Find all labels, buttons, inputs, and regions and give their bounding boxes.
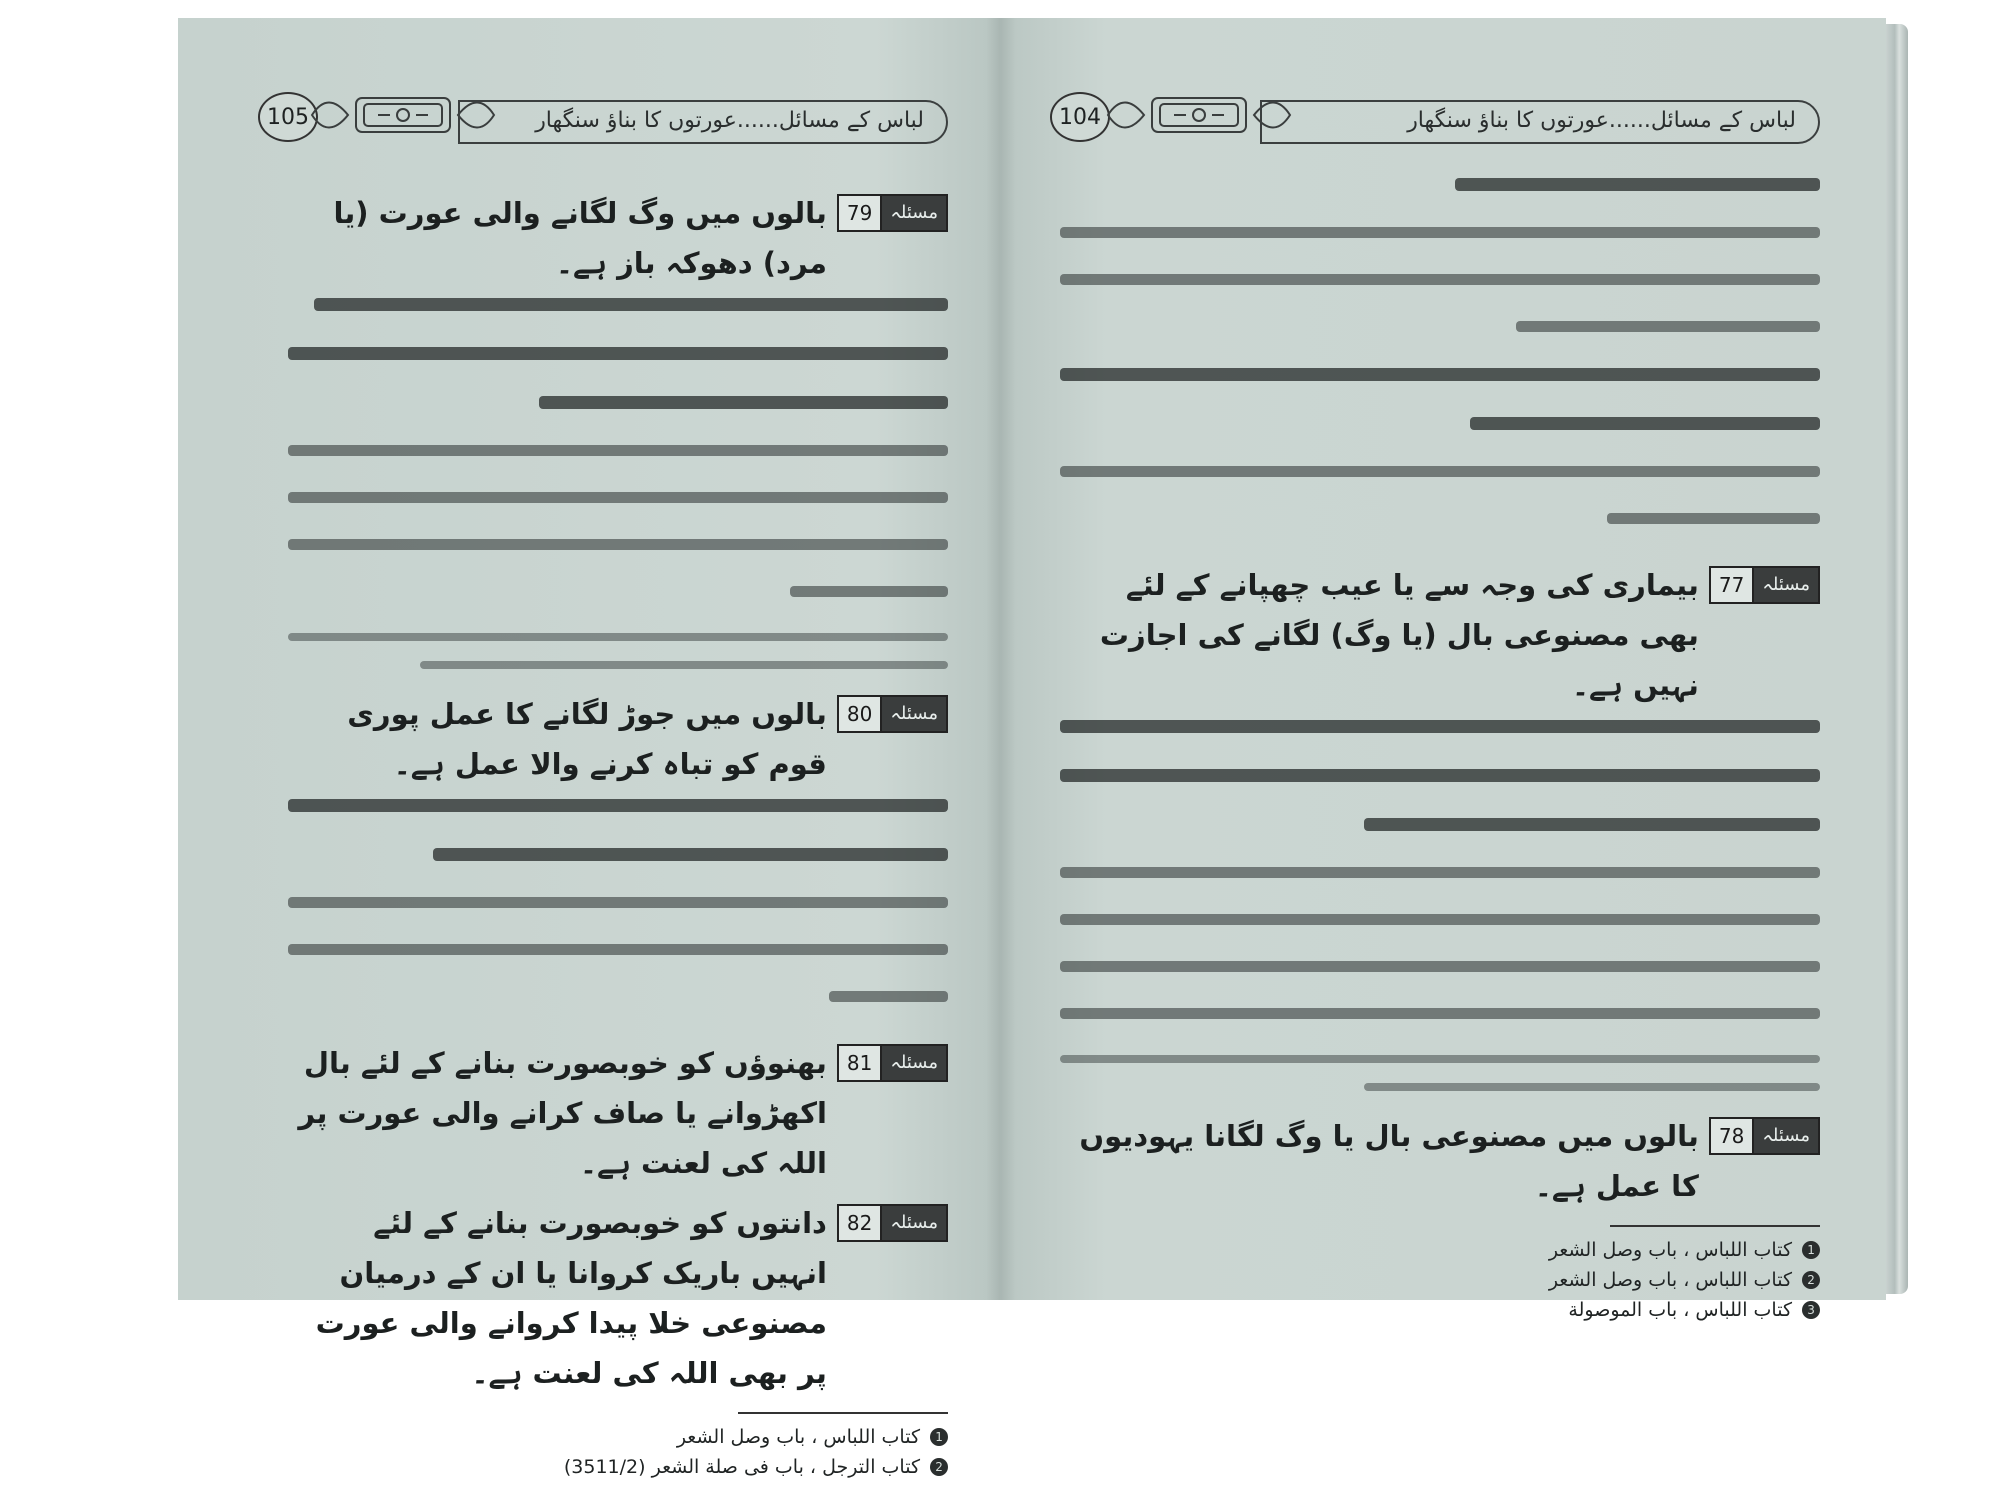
issue-title: دانتوں کو خوبصورت بنانے کے لئے انہیں باریک کروانا یا ان کے درمیان مصنوعی خلا پیدا کروانے والی عورت پر بھی اللہ کی لعنت ہے۔ — [315, 1206, 827, 1390]
issue-number: 77 — [1711, 568, 1754, 602]
header-title: لباس کے مسائل......عورتوں کا بناؤ سنگھار — [535, 108, 924, 133]
footnote-text: کتاب الترجل ، باب فی صلة الشعر (3511/2) — [563, 1456, 920, 1478]
issue-heading — [288, 1198, 948, 1398]
page-edges — [1886, 24, 1908, 1294]
page-number: 104 — [1050, 92, 1110, 142]
footnote-text: کتاب اللباس ، باب وصل الشعر — [1548, 1269, 1792, 1291]
footnote-text: کتاب اللباس ، باب وصل الشعر — [1548, 1239, 1792, 1261]
footnote — [1060, 1239, 1820, 1261]
issue-badge — [1709, 566, 1820, 604]
issue-title: بھنوؤں کو خوبصورت بنانے کے لئے بال اکھڑوانے یا صاف کرانے والی عورت پر اللہ کی لعنت ہے۔ — [298, 1046, 827, 1180]
issue-number: 79 — [839, 196, 882, 230]
footnote-text: کتاب اللباس ، باب وصل الشعر — [676, 1426, 920, 1448]
footnote-marker: 1 — [930, 1428, 948, 1446]
left-page — [178, 18, 1000, 1478]
right-page — [1000, 18, 1886, 1321]
issue-heading — [288, 689, 948, 789]
footnote-rule — [738, 1412, 948, 1414]
issue-badge — [1709, 1117, 1820, 1155]
page-body — [288, 178, 948, 1486]
issue-label: مسئلہ — [882, 1046, 946, 1080]
issue-heading — [1060, 1111, 1820, 1211]
issue-label: مسئلہ — [1754, 568, 1818, 602]
footnote-marker: 2 — [1802, 1271, 1820, 1289]
issue-number: 80 — [839, 697, 882, 731]
footnote-rule — [1610, 1225, 1820, 1227]
footnote-marker: 3 — [1802, 1301, 1820, 1319]
footnote — [1060, 1299, 1820, 1321]
issue-label: مسئلہ — [882, 1206, 946, 1240]
issue-title: بالوں میں وگ لگانے والی عورت (یا مرد) دھوکہ باز ہے۔ — [333, 196, 827, 280]
issue-heading — [288, 188, 948, 288]
issue-title: بالوں میں مصنوعی بال یا وگ لگانا یہودیوں کا عمل ہے۔ — [1079, 1119, 1699, 1203]
open-book — [178, 18, 1908, 1478]
issue-badge — [837, 1204, 948, 1242]
page-header — [1050, 80, 1820, 150]
page-header — [258, 80, 948, 150]
issue-heading — [1060, 560, 1820, 710]
page-number: 105 — [258, 92, 318, 142]
issue-badge — [837, 194, 948, 232]
issue-heading — [288, 1038, 948, 1188]
footnote-text: کتاب اللباس ، باب الموصولة — [1568, 1299, 1792, 1321]
issue-number: 82 — [839, 1206, 882, 1240]
footnote — [1060, 1269, 1820, 1291]
footnote — [288, 1456, 948, 1478]
issue-badge — [837, 695, 948, 733]
header-title: لباس کے مسائل......عورتوں کا بناؤ سنگھار — [1407, 108, 1796, 133]
issue-badge — [837, 1044, 948, 1082]
issue-label: مسئلہ — [1754, 1119, 1818, 1153]
issue-label: مسئلہ — [882, 697, 946, 731]
issue-number: 78 — [1711, 1119, 1754, 1153]
footnote — [288, 1426, 948, 1448]
footnote-marker: 1 — [1802, 1241, 1820, 1259]
issue-number: 81 — [839, 1046, 882, 1080]
book-gutter — [986, 18, 1016, 1300]
issue-label: مسئلہ — [882, 196, 946, 230]
footnote-marker: 2 — [930, 1458, 948, 1476]
issue-title: بالوں میں جوڑ لگانے کا عمل پوری قوم کو تباہ کرنے والا عمل ہے۔ — [347, 697, 827, 781]
page-body — [1060, 178, 1820, 1329]
issue-title: بیماری کی وجہ سے یا عیب چھپانے کے لئے بھی مصنوعی بال (یا وگ) لگانے کی اجازت نہیں ہے۔ — [1099, 568, 1699, 702]
